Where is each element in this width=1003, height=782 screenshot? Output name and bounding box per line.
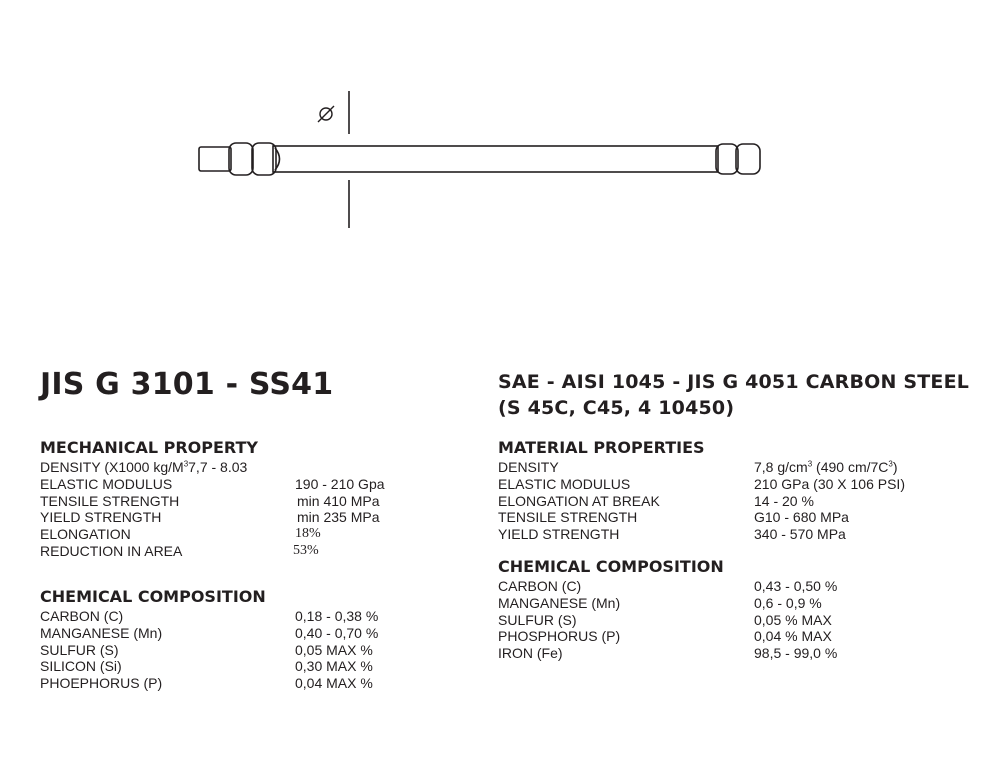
row-label: YIELD STRENGTH (498, 526, 620, 543)
row-value: 340 - 570 MPa (754, 526, 846, 543)
row-value: 0,6 - 0,9 % (754, 594, 822, 611)
row-label: DENSITY (498, 459, 559, 475)
row-value: min 235 MPa (297, 509, 380, 526)
shaft-rod (273, 146, 718, 172)
row-label: MANGANESE (Mn) (498, 594, 621, 611)
row-label: PHOEPHORUS (P) (40, 675, 163, 692)
right-collar-outer (736, 144, 760, 174)
row-label: SULFUR (S) (40, 641, 119, 658)
row-label: TENSILE STRENGTH (40, 492, 180, 509)
diameter-icon (318, 106, 334, 122)
list-item (40, 526, 460, 543)
list-item (498, 459, 978, 476)
list-item (40, 625, 460, 642)
list-item (498, 509, 978, 526)
list-item (40, 543, 460, 560)
density-label: DENSITY (X1000 $kg/M^37,7 - 8.03$ (40, 459, 248, 475)
row-value: 190 - 210 Gpa (295, 475, 385, 492)
material-properties-list (498, 459, 978, 543)
row-value: 98,5 - 99,0 % (754, 645, 838, 662)
row-label: ELONGATION (40, 526, 131, 543)
row-value: 0,30 MAX % (295, 658, 373, 675)
row-value: min 410 MPa (297, 492, 380, 509)
chemical-composition-heading-right: CHEMICAL COMPOSITION (498, 557, 724, 576)
row-label: REDUCTION IN AREA (40, 542, 183, 559)
chemical-composition-heading-left: CHEMICAL COMPOSITION (40, 587, 266, 606)
row-value: 0,18 - 0,38 % (295, 608, 379, 624)
row-label: TENSILE STRENGTH (498, 509, 638, 526)
row-label: ELASTIC MODULUS (498, 475, 631, 492)
list-item (498, 595, 978, 612)
mechanical-property-list (40, 459, 460, 560)
row-label: ELONGATION AT BREAK (498, 492, 660, 509)
left-title: JIS G 3101 - SS41 (40, 367, 334, 402)
row-value: G10 - 680 MPa (754, 509, 849, 526)
density-value: 7,8 $g/cm^3$ (490 $cm/7C^3$) (754, 459, 898, 475)
list-item (498, 476, 978, 493)
left-end-stub (199, 147, 231, 171)
shaft-drawing (0, 0, 1003, 300)
row-label: MANGANESE (Mn) (40, 624, 163, 641)
list-item (40, 476, 460, 493)
row-label: SULFUR (S) (498, 611, 577, 628)
row-value: 14 - 20 % (754, 492, 814, 509)
row-value: 0,05 % MAX (754, 611, 832, 628)
left-collar-outer (229, 143, 253, 175)
list-item (498, 645, 978, 662)
row-label: CARBON (C) (498, 578, 582, 594)
row-label: YIELD STRENGTH (40, 509, 162, 526)
row-label: PHOSPHORUS (P) (498, 628, 621, 645)
list-item (40, 675, 460, 692)
right-title-line-1: SAE - AISI 1045 - JIS G 4051 CARBON STEEL (498, 371, 970, 393)
right-title (498, 369, 988, 421)
list-item (40, 658, 460, 675)
list-item (498, 526, 978, 543)
material-properties-heading: MATERIAL PROPERTIES (498, 438, 705, 457)
list-item (40, 642, 460, 659)
list-item (498, 628, 978, 645)
row-value: 18% (295, 526, 321, 542)
list-item (40, 509, 460, 526)
mechanical-property-heading: MECHANICAL PROPERTY (40, 438, 259, 457)
chemical-composition-list-right (498, 578, 978, 662)
list-item (498, 612, 978, 629)
row-value: 0,40 - 0,70 % (295, 624, 379, 641)
list-item (40, 608, 460, 625)
row-value: 0,04 MAX % (295, 675, 373, 692)
right-collar-inner (716, 144, 738, 174)
row-value: 0,05 MAX % (295, 641, 373, 658)
row-value: 53% (293, 542, 319, 558)
row-value: 210 GPa (30 X 106 PSI) (754, 475, 905, 492)
row-value: 0,43 - 0,50 % (754, 578, 838, 594)
chemical-composition-list-left (40, 608, 460, 692)
list-item (498, 578, 978, 595)
right-title-line-2: (S 45C, C45, 4 10450) (498, 397, 735, 419)
list-item (498, 493, 978, 510)
row-label: ELASTIC MODULUS (40, 475, 173, 492)
row-label: IRON (Fe) (498, 645, 563, 662)
list-item (40, 459, 460, 476)
row-value: 0,04 % MAX (754, 628, 832, 645)
row-label: CARBON (C) (40, 608, 124, 624)
row-label: SILICON (Si) (40, 658, 122, 675)
list-item (40, 493, 460, 510)
